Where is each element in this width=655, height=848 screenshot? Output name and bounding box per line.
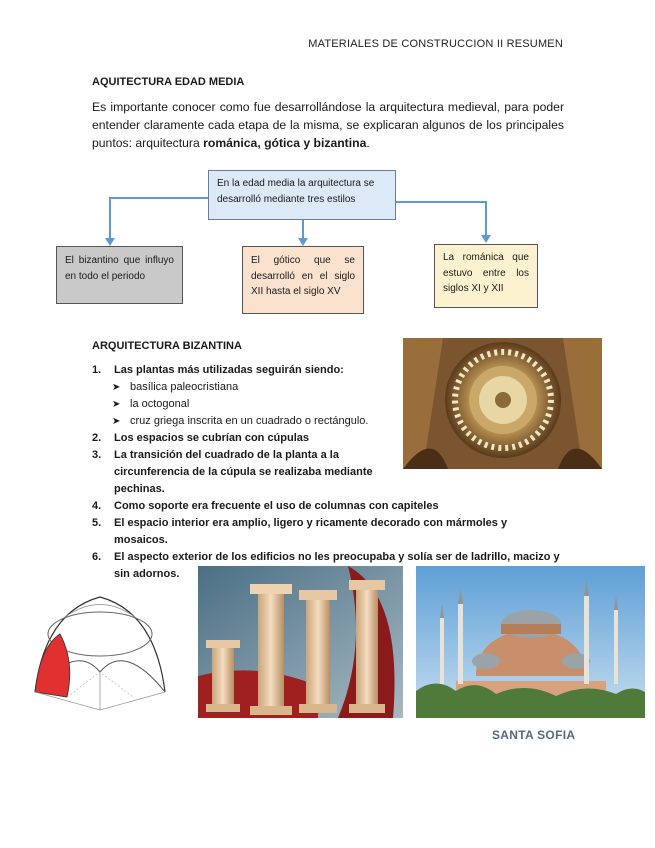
list-item [92,447,384,498]
intro-bold-text: románica, gótica y bizantina [203,136,367,150]
arrow-bullet-icon: ➤ [112,416,121,427]
sub-list-item-text: la octogonal [130,398,190,410]
intro-end: . [366,136,370,150]
intro-text: Es importante conocer como fue desarrollándose la arquitectura medieval, para poder entender claramente cada etapa de la misma, se explicaran algunos de los principales puntos: arquitectura [92,100,564,150]
list-item-text: El espacio interior era amplio, ligero y ricamente decorado con mármoles y mosaicos. [114,517,508,546]
columns-image [198,566,403,718]
list-item [92,515,562,549]
list-item-text: El aspecto exterior de los edificios no les preocupaba y solía ser de ladrillo, macizo y sin adornos. [114,551,560,580]
list-item-text: Como soporte era frecuente el uso de columnas con capiteles [114,500,439,512]
diagram-box-bizantino: El bizantino que influyo en todo el periodo [56,246,183,304]
list-number: 3. [92,449,102,461]
document-header: MATERIALES DE CONSTRUCCION II RESUMEN [308,38,563,50]
diagram-box-gotico: El gótico que se desarrolló en el siglo XII hasta el siglo XV [242,246,364,314]
sub-list-item-text: basílica paleocristiana [130,381,239,393]
arrow-bullet-icon: ➤ [112,382,121,393]
list-number: 2. [92,432,102,444]
arrow-head-left [105,238,115,246]
list-item-text: Los espacios se cubrían con cúpulas [114,432,310,444]
sub-list-item-text: cruz griega inscrita en un cuadrado o rectángulo. [130,415,369,427]
list-number: 4. [92,500,102,512]
connector-center-vertical [302,220,304,240]
list-number: 5. [92,517,102,529]
connector-right-horizontal [396,201,486,203]
list-number: 1. [92,364,102,376]
list-item [92,498,562,515]
arrow-head-center [298,238,308,246]
pendentive-diagram-image [5,572,185,712]
connector-left-horizontal [110,197,208,199]
diagram-root-box: En la edad media la arquitectura se desarrolló mediante tres estilos [208,170,396,220]
intro-paragraph [92,98,564,152]
arrow-bullet-icon: ➤ [112,399,121,410]
list-number: 6. [92,551,102,563]
connector-right-vertical [485,201,487,237]
santa-sofia-image [416,566,645,718]
diagram-box-romanica: La románica que estuvo entre los siglos XI y XII [434,244,538,308]
list-item-text: La transición del cuadrado de la planta a la circunferencia de la cúpula se realizaba mediante pechinas. [114,449,373,495]
dome-interior-image [403,338,602,469]
section-title-bizantina: ARQUITECTURA BIZANTINA [92,340,242,352]
section-title-edad-media: AQUITECTURA EDAD MEDIA [92,76,245,88]
list-item-text: Las plantas más utilizadas seguirán siendo: [114,364,344,376]
arrow-head-right [481,235,491,243]
caption-santa-sofia: SANTA SOFIA [492,728,576,742]
connector-left-vertical [109,197,111,241]
